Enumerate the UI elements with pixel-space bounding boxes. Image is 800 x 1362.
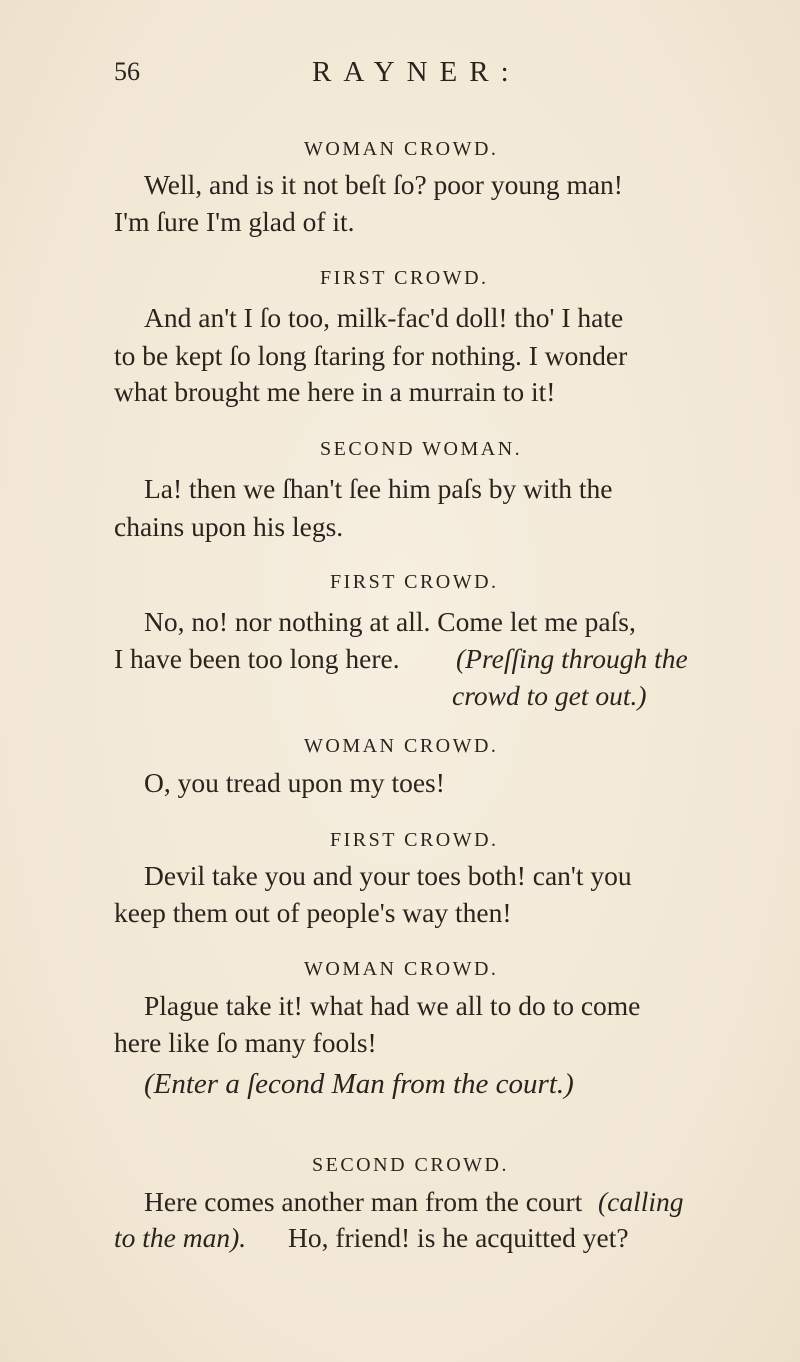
dialogue-line: Devil take you and your toes both! can't you xyxy=(144,860,632,891)
dialogue-line: keep them out of people's way then! xyxy=(114,897,512,928)
speaker-name: FIRST CROWD. xyxy=(320,267,489,289)
dialogue-line: O, you tread upon my toes! xyxy=(144,767,445,798)
dialogue-line: to be kept ſo long ſtaring for nothing. I wonder xyxy=(114,340,628,371)
speaker-name: WOMAN CROWD. xyxy=(304,735,499,757)
speaker-name: WOMAN CROWD. xyxy=(304,138,499,160)
dialogue-line: No, no! nor nothing at all. Come let me paſs, xyxy=(144,606,636,637)
running-title: RAYNER: xyxy=(312,56,521,88)
stage-direction: (Preſſing through the xyxy=(456,643,688,674)
speaker-name: FIRST CROWD. xyxy=(330,829,499,851)
dialogue-line: Ho, friend! is he acquitted yet? xyxy=(288,1222,629,1253)
stage-direction: to the man). xyxy=(114,1222,247,1253)
dialogue-line: I'm ſure I'm glad of it. xyxy=(114,206,355,237)
dialogue-line: Here comes another man from the court xyxy=(144,1186,583,1217)
dialogue-line: La! then we ſhan't ſee him paſs by with the xyxy=(144,473,613,504)
dialogue-line: Plague take it! what had we all to do to come xyxy=(144,990,641,1021)
dialogue-line: Well, and is it not beſt ſo? poor young man! xyxy=(144,169,623,200)
speaker-name: SECOND WOMAN. xyxy=(320,438,523,460)
speaker-name: SECOND CROWD. xyxy=(312,1154,509,1176)
dialogue-line: chains upon his legs. xyxy=(114,511,344,542)
dialogue-line: I have been too long here. xyxy=(114,643,400,674)
speaker-name: WOMAN CROWD. xyxy=(304,958,499,980)
stage-direction: crowd to get out.) xyxy=(452,680,647,711)
dialogue-line: And an't I ſo too, milk-fac'd doll! tho' I hate xyxy=(144,302,624,333)
stage-direction: (calling xyxy=(598,1186,684,1217)
dialogue-line: here like ſo many fools! xyxy=(114,1027,377,1058)
dialogue-line: what brought me here in a murrain to it! xyxy=(114,376,556,407)
page-header xyxy=(114,52,674,92)
page-number: 56 xyxy=(114,57,140,86)
stage-direction: (Enter a ſecond Man from the court.) xyxy=(144,1068,574,1100)
speaker-name: FIRST CROWD. xyxy=(330,571,499,593)
